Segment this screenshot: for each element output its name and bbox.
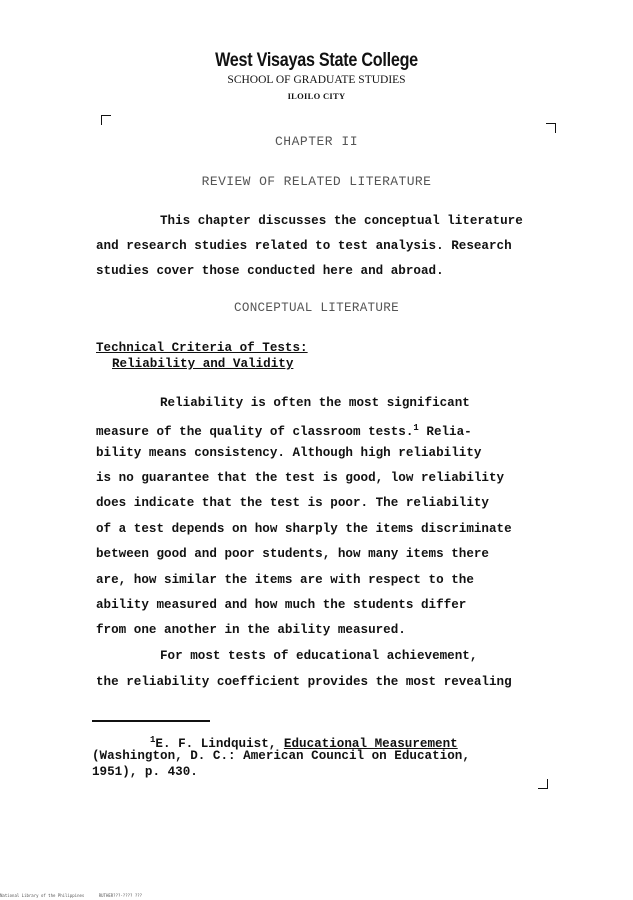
body-line-6: of a test depends on how sharply the items discriminate — [96, 522, 512, 536]
body-line-7: between good and poor students, how many items there — [96, 547, 489, 561]
footnote-marker: 1 — [150, 735, 156, 745]
college-name: West Visayas State College — [215, 50, 418, 71]
footnote-author: E. F. Lindquist, — [155, 737, 284, 751]
chapter-title: REVIEW OF RELATED LITERATURE — [201, 174, 432, 189]
intro-line-2: and research studies related to test analysis. Research — [96, 239, 512, 253]
city-name: ILOILO CITY — [287, 91, 346, 101]
body-line-1: Reliability is often the most significant — [160, 396, 470, 410]
microfilm-library: National Library of the Philippines — [0, 893, 85, 898]
microfilm-label — [0, 893, 142, 898]
footnote-line-2: (Washington, D. C.: American Council on Education, — [92, 749, 470, 763]
body-line-11: For most tests of educational achievement, — [160, 649, 478, 663]
footnote-reference: 1 — [413, 423, 419, 433]
body-line-8: are, how similar the items are with respect to the — [96, 573, 474, 587]
subheading-line-1: Technical Criteria of Tests: — [96, 341, 308, 355]
body-line-10: from one another in the ability measured. — [96, 623, 406, 637]
footnote-rule — [92, 720, 210, 722]
corner-mark-top-left — [101, 115, 111, 125]
footnote-book-title: Educational Measurement — [283, 737, 458, 751]
body-line-5: does indicate that the test is poor. The reliability — [96, 496, 489, 510]
intro-line-1: This chapter discusses the conceptual literature — [160, 214, 523, 228]
body-line-2-tail: Relia- — [418, 425, 472, 439]
intro-line-3: studies cover those conducted here and abroad. — [96, 264, 444, 278]
footnote-line-3: 1951), p. 430. — [92, 765, 198, 779]
corner-mark-top-right — [546, 123, 556, 133]
school-name: SCHOOL OF GRADUATE STUDIES — [227, 74, 406, 86]
body-line-9: ability measured and how much the students differ — [96, 598, 467, 612]
body-line-12: the reliability coefficient provides the most revealing — [96, 675, 512, 689]
chapter-label: CHAPTER II — [274, 134, 358, 149]
body-line-2-text: measure of the quality of classroom tests. — [96, 425, 414, 439]
body-line-3: bility means consistency. Although high reliability — [96, 446, 482, 460]
subheading-line-2: Reliability and Validity — [112, 357, 294, 371]
corner-mark-bottom-right — [538, 779, 548, 789]
body-line-2 — [96, 417, 472, 444]
body-line-4: is no guarantee that the test is good, low reliability — [96, 471, 505, 485]
section-heading: CONCEPTUAL LITERATURE — [233, 301, 399, 315]
microfilm-code: RUTHER???-???? ??? — [98, 893, 143, 898]
